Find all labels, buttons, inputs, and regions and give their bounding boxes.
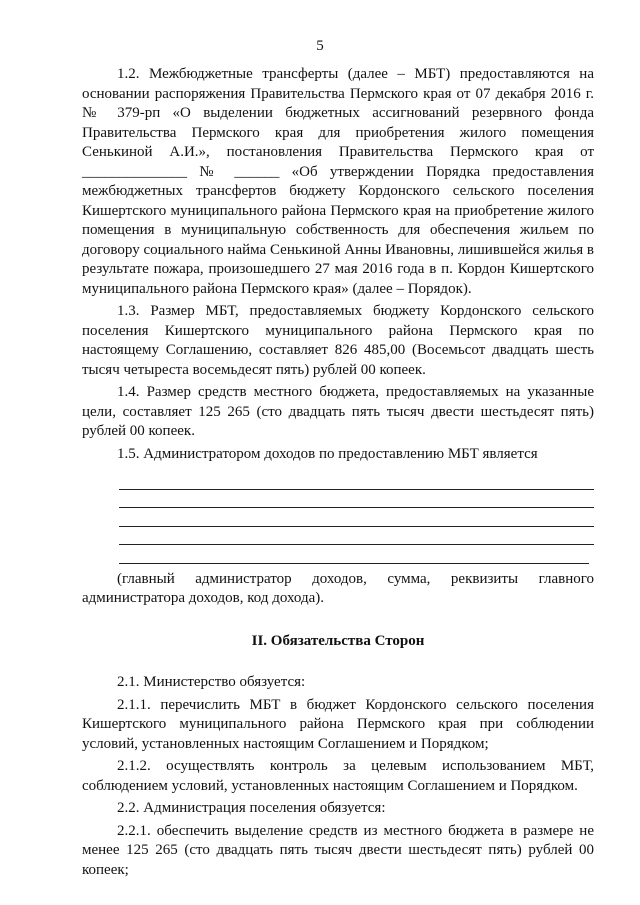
blank-fill-lines (119, 471, 594, 564)
blank-line (119, 545, 589, 564)
clause-2-1: 2.1. Министерство обязуется: (117, 674, 306, 690)
document-body (82, 65, 594, 883)
blank-line (119, 527, 594, 546)
blank-line (119, 490, 594, 509)
clause-1-2: 1.2. Межбюджетные трансферты (далее – МБТ) предоставляются на основании распоряжения Правительства Пермского края от 07 декабря 2016 г. № 379-рп «О выделении бюджетных ассигнований резервного фонда Правительства Пермского края для приобретения жилого помещения Сенькиной А.И.», постановления Правительства Пермского края от ______________ № ______ «Об утверждении Порядка предоставления межбюджетных трансфертов бюджету Кордонского сельского поселения Кишертского муниципального района Пермского края на приобретение жилого помещения в муниципальную собственность для обеспечения жильем по договору социального найма Сенькиной Анны Ивановны, лишившейся жилья в результате пожара, произошедшего 27 мая 2016 года в п. Кордон Кишертского муниципального района Пермского края» (далее – Порядок). (82, 66, 594, 297)
clause-1-5: 1.5. Администратором доходов по предоставлению МБТ является (117, 445, 538, 462)
clause-1-5-caption: (главный администратор доходов, сумма, реквизиты главного администратора доходов, код дохода). (82, 570, 594, 606)
blank-line (119, 508, 594, 527)
clause-1-4: 1.4. Размер средств местного бюджета, предоставляемых на указанные цели, составляет 125 265 (сто двадцать пять тысяч двести шестьдесят пять) рублей 00 копеек. (82, 384, 594, 439)
clause-2-1-2: 2.1.2. осуществлять контроль за целевым использованием МБТ, соблюдением условий, установленных настоящим Соглашением и Порядком. (82, 758, 594, 794)
clause-2-2: 2.2. Администрация поселения обязуется: (117, 800, 386, 816)
page-number: 5 (316, 38, 324, 54)
clause-2-2-1: 2.2.1. обеспечить выделение средств из местного бюджета в размере не менее 125 265 (сто двадцать пять тысяч двести шестьдесят пять) рублей 00 копеек; (82, 822, 594, 878)
section-title: II. Обязательства Сторон (251, 632, 425, 649)
blank-line (119, 471, 594, 490)
clause-2-1-1: 2.1.1. перечислить МБТ в бюджет Кордонского сельского поселения Кишертского муниципального района Пермского края при соблюдении условий, установленных настоящим Соглашением и Порядком; (82, 696, 594, 752)
clause-1-3: 1.3. Размер МБТ, предоставляемых бюджету Кордонского сельского поселения Кишертского муниципального района Пермского края по настоящему Соглашению, составляет 826 485,00 (Восемьсот двадцать шесть тысяч четыреста восемьдесят пять) рублей 00 копеек. (82, 303, 594, 378)
